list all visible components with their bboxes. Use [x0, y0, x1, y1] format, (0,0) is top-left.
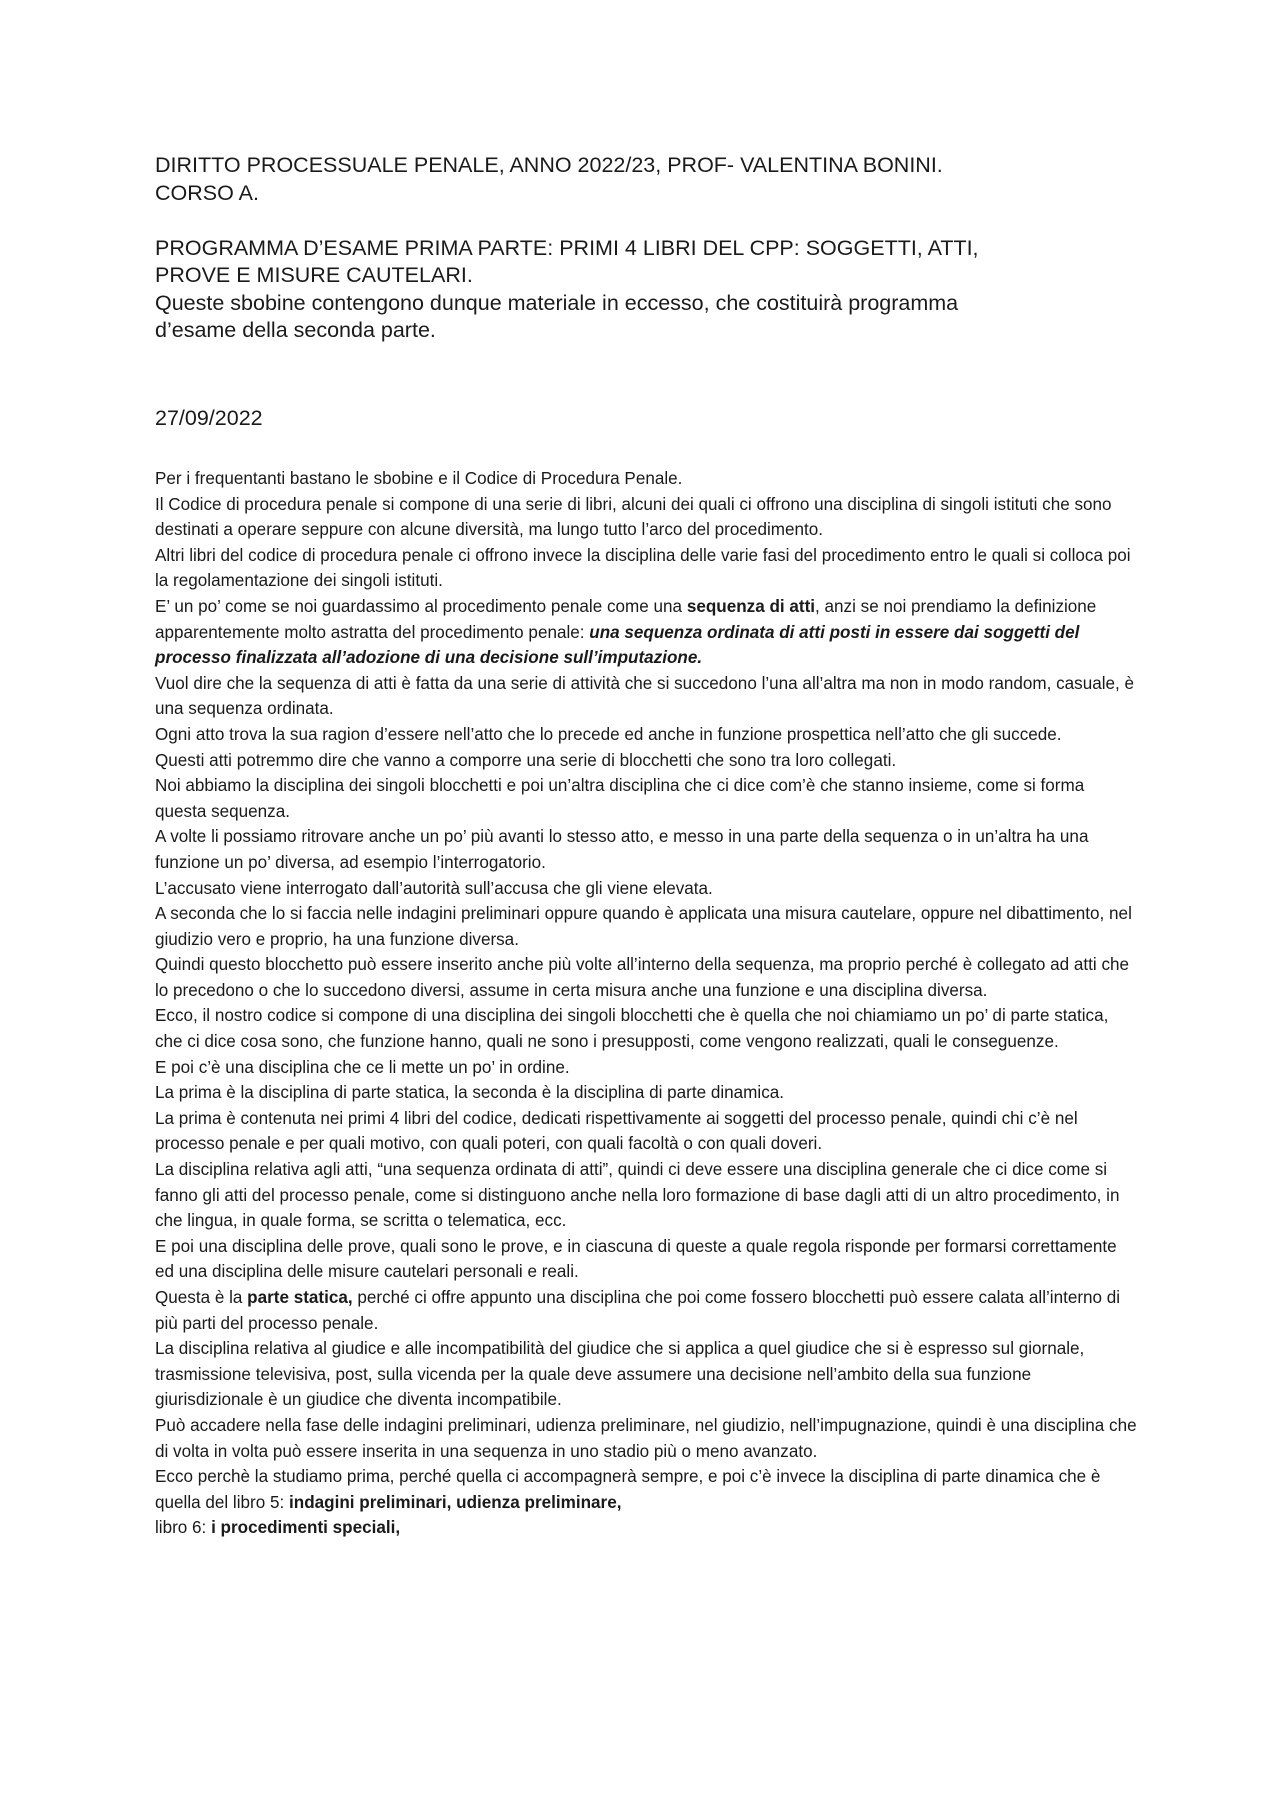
bold-term: i procedimenti speciali,	[211, 1518, 401, 1538]
paragraph: Il Codice di procedura penale si compone di una serie di libri, alcuni dei quali ci offrono una disciplina di singoli istituti che sono destinati a operare seppure con alcune diversità, ma lungo tutto l’arco del procedimento.	[155, 494, 1112, 540]
paragraph: Ogni atto trova la sua ragion d’essere nell’atto che lo precede ed anche in funzione prospettica nell’atto che gli succede.	[155, 724, 1062, 744]
program-note: d’esame della seconda parte.	[155, 318, 436, 342]
paragraph: E poi c’è una disciplina che ce li mette un po’ in ordine.	[155, 1057, 570, 1077]
text-run: E’ un po’ come se noi guardassimo al procedimento penale come una	[155, 596, 687, 616]
paragraph: La disciplina relativa al giudice e alle incompatibilità del giudice che si applica a quel giudice che si è espresso sul giornale, trasmissione televisiva, post, sulla vicenda per la quale deve assumere una decisione nell’ambito della sua funzione giurisdizionale è un giudice che diventa incompatibile.	[155, 1339, 1085, 1410]
paragraph: Ecco, il nostro codice si compone di una disciplina dei singoli blocchetti che è quella che noi chiamiamo un po’ di parte statica, che ci dice cosa sono, che funzione hanno, quali ne sono i presupposti, come vengono realizzati, quali le conseguenze.	[155, 1006, 1109, 1052]
text-run: , anzi se noi prendiamo la definizione apparentemente molto astratta del procedimento penale:	[155, 596, 1097, 642]
text-run: Ecco perchè la studiamo prima, perché quella ci accompagnerà sempre, e poi c’è invece la disciplina di parte dinamica che è quella del libro 5:	[155, 1467, 1101, 1512]
course-section: CORSO A.	[155, 180, 259, 205]
paragraph: Noi abbiamo la disciplina dei singoli blocchetti e poi un’altra disciplina che ci dice com’è che stanno insieme, come si forma questa sequenza.	[155, 776, 1085, 821]
paragraph: La disciplina relativa agli atti, “una sequenza ordinata di atti”, quindi ci deve essere una disciplina generale che ci dice come si fanno gli atti del processo penale, come si distinguono anche nella loro formazione di base dagli atti di un altro procedimento, in che lingua, in quale forma, se scritta o telematica, ecc.	[155, 1160, 1120, 1231]
document-header	[155, 152, 1135, 345]
bold-term: sequenza di atti	[686, 596, 816, 616]
text-run: perché ci offre appunto una disciplina che poi come fossero blocchetti può essere calata all’interno di più parti del processo penale.	[155, 1288, 1121, 1333]
paragraph: A seconda che lo si faccia nelle indagini preliminari oppure quando è applicata una misura cautelare, oppure nel dibattimento, nel giudizio vero e proprio, ha una funzione diversa.	[155, 904, 1132, 949]
paragraph	[155, 1285, 1140, 1336]
course-title: DIRITTO PROCESSUALE PENALE, ANNO 2022/23, PROF- VALENTINA BONINI.	[155, 153, 943, 177]
lecture-date: 27/09/2022	[155, 406, 263, 430]
paragraph: Questi atti potremmo dire che vanno a comporre una serie di blocchetti che sono tra loro collegati.	[155, 750, 897, 770]
program-note: Queste sbobine contengono dunque materiale in eccesso, che costituirà programma	[155, 290, 959, 315]
paragraph: Altri libri del codice di procedura penale ci offrono invece la disciplina delle varie fasi del procedimento entro le quali si colloca poi la regolamentazione dei singoli istituti.	[155, 545, 1131, 591]
bold-term: parte statica,	[247, 1288, 353, 1307]
paragraph: E poi una disciplina delle prove, quali sono le prove, e in ciascuna di queste a quale regola risponde per formarsi correttamente ed una disciplina delle misure cautelari personali e reali.	[155, 1236, 1117, 1282]
exam-program-line: PROVE E MISURE CAUTELARI.	[155, 263, 473, 287]
paragraph: Quindi questo blocchetto può essere inserito anche più volte all’interno della sequenza, ma proprio perché è collegato ad atti che lo precedono o che lo succedono diversi, assume in certa misura anche una funzione e una disciplina diversa.	[155, 955, 1130, 1000]
paragraph: Per i frequentanti bastano le sbobine e il Codice di Procedura Penale.	[155, 469, 683, 488]
paragraph: Vuol dire che la sequenza di atti è fatta da una serie di attività che si succedono l’una all’altra ma non in modo random, casuale, è una sequenza ordinata.	[155, 673, 1135, 719]
paragraph	[155, 1515, 1140, 1541]
exam-program-line: PROGRAMMA D’ESAME PRIMA PARTE: PRIMI 4 LIBRI DEL CPP: SOGGETTI, ATTI,	[155, 235, 979, 260]
bold-term: indagini preliminari, udienza preliminare,	[289, 1492, 622, 1512]
paragraph: Può accadere nella fase delle indagini preliminari, udienza preliminare, nel giudizio, nell’impugnazione, quindi è una disciplina che di volta in volta può essere inserita in una sequenza in uno stadio più o meno avanzato.	[155, 1415, 1137, 1461]
text-run: libro 6:	[155, 1518, 212, 1538]
text-run: Questa è la	[155, 1288, 248, 1307]
paragraph	[155, 1464, 1140, 1515]
definition-bold-italic: una sequenza ordinata di atti posti in essere dai soggetti del processo finalizzata all’adozione di una decisione sull’imputazione.	[155, 622, 1080, 668]
paragraph	[155, 594, 1140, 671]
paragraph: A volte li possiamo ritrovare anche un po’ più avanti lo stesso atto, e messo in una parte della sequenza o in un’altra ha una funzione un po’ diversa, ad esempio l’interrogatorio.	[155, 827, 1089, 872]
document-body	[155, 466, 1140, 1541]
paragraph: L’accusato viene interrogato dall’autorità sull’accusa che gli viene elevata.	[155, 878, 713, 898]
paragraph: La prima è contenuta nei primi 4 libri del codice, dedicati rispettivamente ai soggetti del processo penale, quindi chi c’è nel processo penale e per quali motivo, con quali poteri, con quali facoltà o con quali doveri.	[155, 1108, 1078, 1154]
paragraph: La prima è la disciplina di parte statica, la seconda è la disciplina di parte dinamica.	[155, 1083, 785, 1103]
